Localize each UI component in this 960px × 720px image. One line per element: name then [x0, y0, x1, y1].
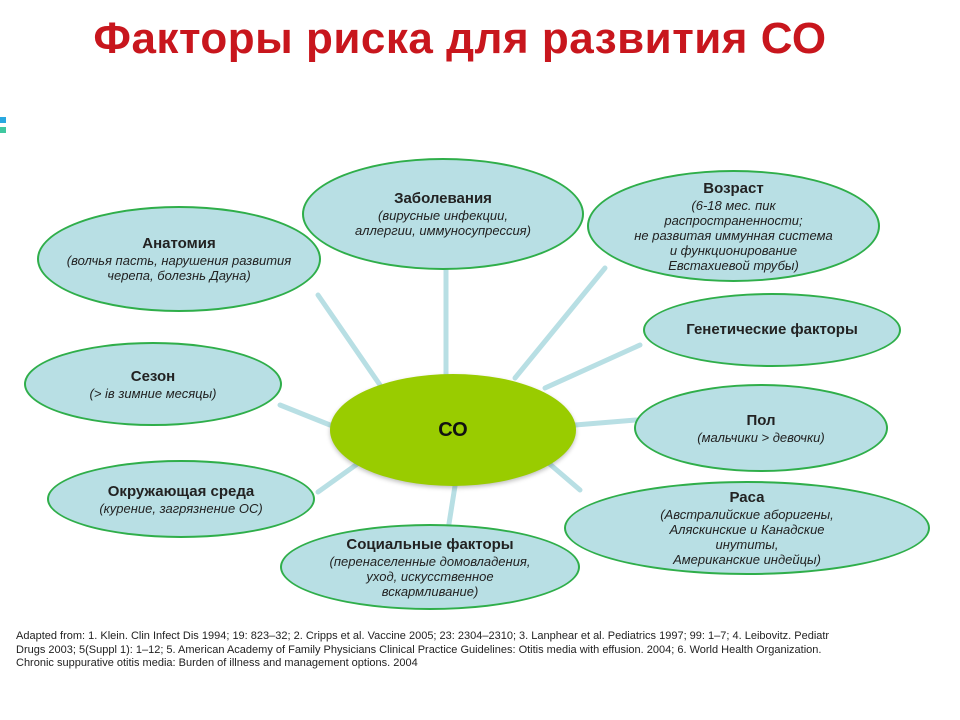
- node-socialnye-title: Социальные факторы: [346, 535, 514, 553]
- node-vozrast: [587, 170, 880, 282]
- node-rasa: [564, 481, 930, 575]
- node-vozrast-line: Евстахиевой трубы): [668, 257, 799, 273]
- node-anatomiya-line: черепа, болезнь Дауна): [107, 268, 251, 283]
- node-vozrast-line: и функционирование: [669, 242, 798, 258]
- node-rasa-title: Раса: [729, 489, 765, 506]
- node-vozrast-line: распространенности;: [664, 212, 803, 228]
- slide-title: Факторы риска для развития СО: [93, 14, 827, 63]
- node-anatomiya-title: Анатомия: [142, 235, 216, 252]
- node-socialnye: [280, 524, 580, 610]
- node-zabolevaniya-line: (вирусные инфекции,: [378, 208, 508, 223]
- node-anatomiya-line: (волчья пасть, нарушения развития: [66, 253, 292, 268]
- reference-line: Chronic suppurative otitis media: Burden of illness and management options. 2004: [16, 657, 418, 669]
- node-sreda: [47, 460, 315, 538]
- node-sezon-title: Сезон: [130, 367, 176, 385]
- center-node: [330, 374, 576, 486]
- node-vozrast-line: (6-18 мес. пик: [691, 197, 776, 213]
- node-rasa-line: (Австралийские аборигены,: [660, 507, 834, 522]
- node-socialnye-line: (перенаселенные домовладения,: [329, 553, 531, 569]
- node-zabolevaniya-line: аллергии, иммуносупрессия): [355, 223, 531, 238]
- node-sezon-line: (> ів зимние месяцы): [89, 385, 217, 401]
- node-sezon: [24, 342, 282, 426]
- node-sreda-title: Окружающая среда: [107, 482, 255, 500]
- reference-line: Adapted from: 1. Klein. Clin Infect Dis 1994; 19: 823–32; 2. Cripps et al. Vaccine 2005; 23: 2304–2310; 3. Lanphear et al. Pediatrics 1997; 99: 1–7; 4. Leibovitz. Pediatr: [16, 630, 830, 642]
- node-geneticheskie-title: Генетические факторы: [686, 321, 858, 338]
- node-zabolevaniya: [302, 158, 584, 270]
- node-pol-title: Пол: [746, 411, 776, 429]
- node-pol: [634, 384, 888, 472]
- references: [16, 630, 936, 671]
- reference-line: Drugs 2003; 5(Suppl 1): 1–12; 5. American Academy of Family Physicians Clinical Practice Guidelines: Otitis media with effusion. 2004; 6. World Health Organization.: [16, 643, 822, 656]
- node-sreda-line: (курение, загрязнение ОС): [99, 500, 263, 516]
- node-zabolevaniya-title: Заболевания: [394, 190, 492, 207]
- node-rasa-line: Американские индейцы): [673, 552, 821, 567]
- node-socialnye-line: вскармливание): [381, 583, 479, 599]
- node-vozrast-line: не развитая иммунная система: [634, 227, 833, 243]
- node-pol-line: (мальчики > девочки): [697, 429, 825, 445]
- node-vozrast-title: Возраст: [703, 179, 764, 197]
- node-socialnye-line: уход, искусственное: [366, 568, 494, 584]
- node-geneticheskie: [643, 293, 901, 367]
- center-node-label: СО: [438, 418, 468, 441]
- node-rasa-line: Аляскинские и Канадские: [669, 522, 825, 537]
- node-rasa-line: инутиты,: [715, 537, 779, 552]
- node-anatomiya: [37, 206, 321, 312]
